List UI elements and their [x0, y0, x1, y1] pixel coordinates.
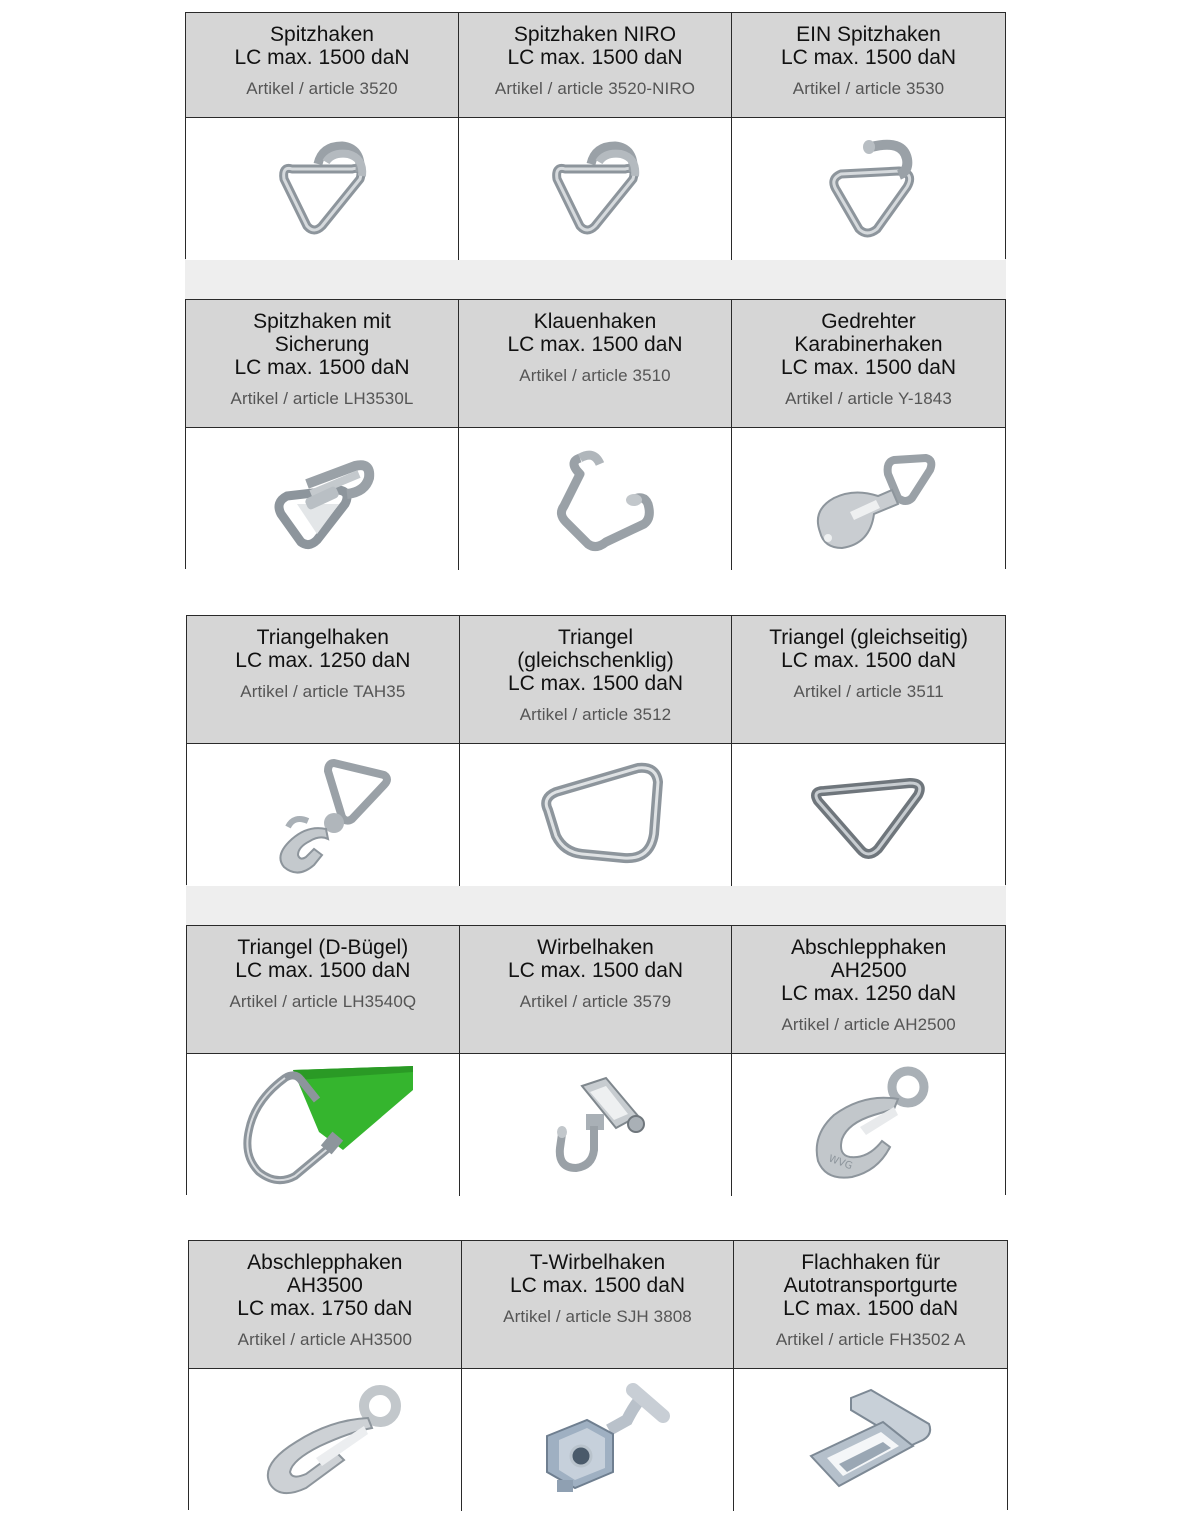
product-title: Spitzhaken LC max. 1500 daN: [234, 23, 410, 69]
product-title: Klauenhaken LC max. 1500 daN: [507, 310, 683, 356]
product-table-2: [185, 299, 1006, 569]
product-image-cell: [460, 744, 733, 886]
product-header: [460, 926, 733, 1054]
product-header: [462, 1241, 735, 1369]
product-image-cell: [732, 744, 1005, 886]
single-wire-hook-icon: [799, 129, 939, 249]
product-header: [189, 1241, 462, 1369]
tow-hook-icon: [794, 1065, 944, 1185]
double-wire-hook-icon: [252, 134, 392, 244]
product-image-cell: [462, 1369, 735, 1511]
article-number: Artikel / article LH3540Q: [229, 992, 417, 1011]
product-header: [459, 13, 732, 118]
product-table-4: [186, 925, 1006, 1195]
product-image-cell: [460, 1054, 733, 1196]
isosceles-triangle-ring-icon: [520, 760, 670, 870]
article-number: Artikel / article AH3500: [237, 1330, 413, 1349]
product-image-cell: [186, 118, 459, 260]
product-header: [459, 300, 732, 428]
product-image-cell: [732, 118, 1005, 260]
product-header: [732, 616, 1005, 744]
claw-hook-icon: [520, 444, 670, 554]
product-header: [187, 926, 460, 1054]
double-wire-hook-icon: [525, 134, 665, 244]
article-number: Artikel / article AH2500: [781, 1015, 956, 1034]
t-swivel-hook-icon: [517, 1380, 677, 1500]
article-number: Artikel / article FH3502 A: [775, 1330, 966, 1349]
equilateral-triangle-ring-icon: [804, 765, 934, 865]
section-separator: [186, 884, 1006, 926]
product-image-cell: [187, 1054, 460, 1196]
safety-wire-hook-icon: [247, 444, 397, 554]
article-number: Artikel / article LH3530L: [230, 389, 414, 408]
svg-text:WVG: WVG: [826, 1153, 854, 1173]
product-table-3: [186, 615, 1006, 885]
product-title: T-Wirbelhaken LC max. 1500 daN: [509, 1251, 686, 1297]
tow-hook-icon: [240, 1380, 410, 1500]
article-number: Artikel / article Y-1843: [785, 389, 952, 408]
product-title: Triangel (gleichseitig) LC max. 1500 daN: [769, 626, 969, 672]
product-table-5: [188, 1240, 1008, 1510]
product-header: [187, 616, 460, 744]
article-number: Artikel / article 3530: [792, 79, 945, 98]
product-image-cell: [186, 428, 459, 570]
article-number: Artikel / article 3512: [519, 705, 672, 724]
product-title: Spitzhaken mit Sicherung LC max. 1500 daN: [234, 310, 410, 379]
product-image-cell: [732, 428, 1005, 570]
product-title: Gedrehter Karabinerhaken LC max. 1500 daN: [780, 310, 957, 379]
product-header: [186, 300, 459, 428]
article-number: Artikel / article TAH35: [240, 682, 406, 701]
article-number: Artikel / article 3511: [793, 682, 944, 701]
product-header: [186, 13, 459, 118]
article-number: Artikel / article 3520-NIRO: [494, 79, 696, 98]
article-number: Artikel / article 3520: [246, 79, 398, 98]
twisted-snap-hook-icon: [794, 444, 944, 554]
section-separator: [185, 258, 1006, 300]
article-number: Artikel / article 3579: [519, 992, 672, 1011]
product-title: Triangel (D-Bügel) LC max. 1500 daN: [235, 936, 411, 982]
triangle-hook-icon: [248, 755, 398, 875]
product-table-1: [185, 12, 1006, 259]
article-number: Artikel / article SJH 3808: [503, 1307, 692, 1326]
product-title: Abschlepphaken AH3500 LC max. 1750 daN: [237, 1251, 413, 1320]
d-ring-strap-icon: [223, 1060, 423, 1190]
product-image-cell: [187, 744, 460, 886]
product-image-cell: [459, 118, 732, 260]
flat-hook-icon: [791, 1380, 951, 1500]
product-title: Triangel (gleichschenklig) LC max. 1500 daN: [507, 626, 684, 695]
product-image-cell: [459, 428, 732, 570]
product-title: Wirbelhaken LC max. 1500 daN: [507, 936, 684, 982]
product-header: [732, 300, 1005, 428]
product-header: [732, 13, 1005, 118]
article-number: Artikel / article 3510: [519, 366, 671, 385]
product-image-cell: [732, 1054, 1005, 1196]
product-header: [734, 1241, 1007, 1369]
product-header: [460, 616, 733, 744]
product-title: Spitzhaken NIRO LC max. 1500 daN: [507, 23, 683, 69]
product-title: Abschlepphaken AH2500 LC max. 1250 daN: [781, 936, 957, 1005]
product-header: [732, 926, 1005, 1054]
product-image-cell: [734, 1369, 1007, 1511]
product-title: Flachhaken für Autotransportgurte LC max. 1500 daN: [783, 1251, 959, 1320]
product-image-cell: [189, 1369, 462, 1511]
product-title: EIN Spitzhaken LC max. 1500 daN: [780, 23, 957, 69]
swivel-hook-icon: [520, 1070, 670, 1180]
product-title: Triangelhaken LC max. 1250 daN: [235, 626, 411, 672]
